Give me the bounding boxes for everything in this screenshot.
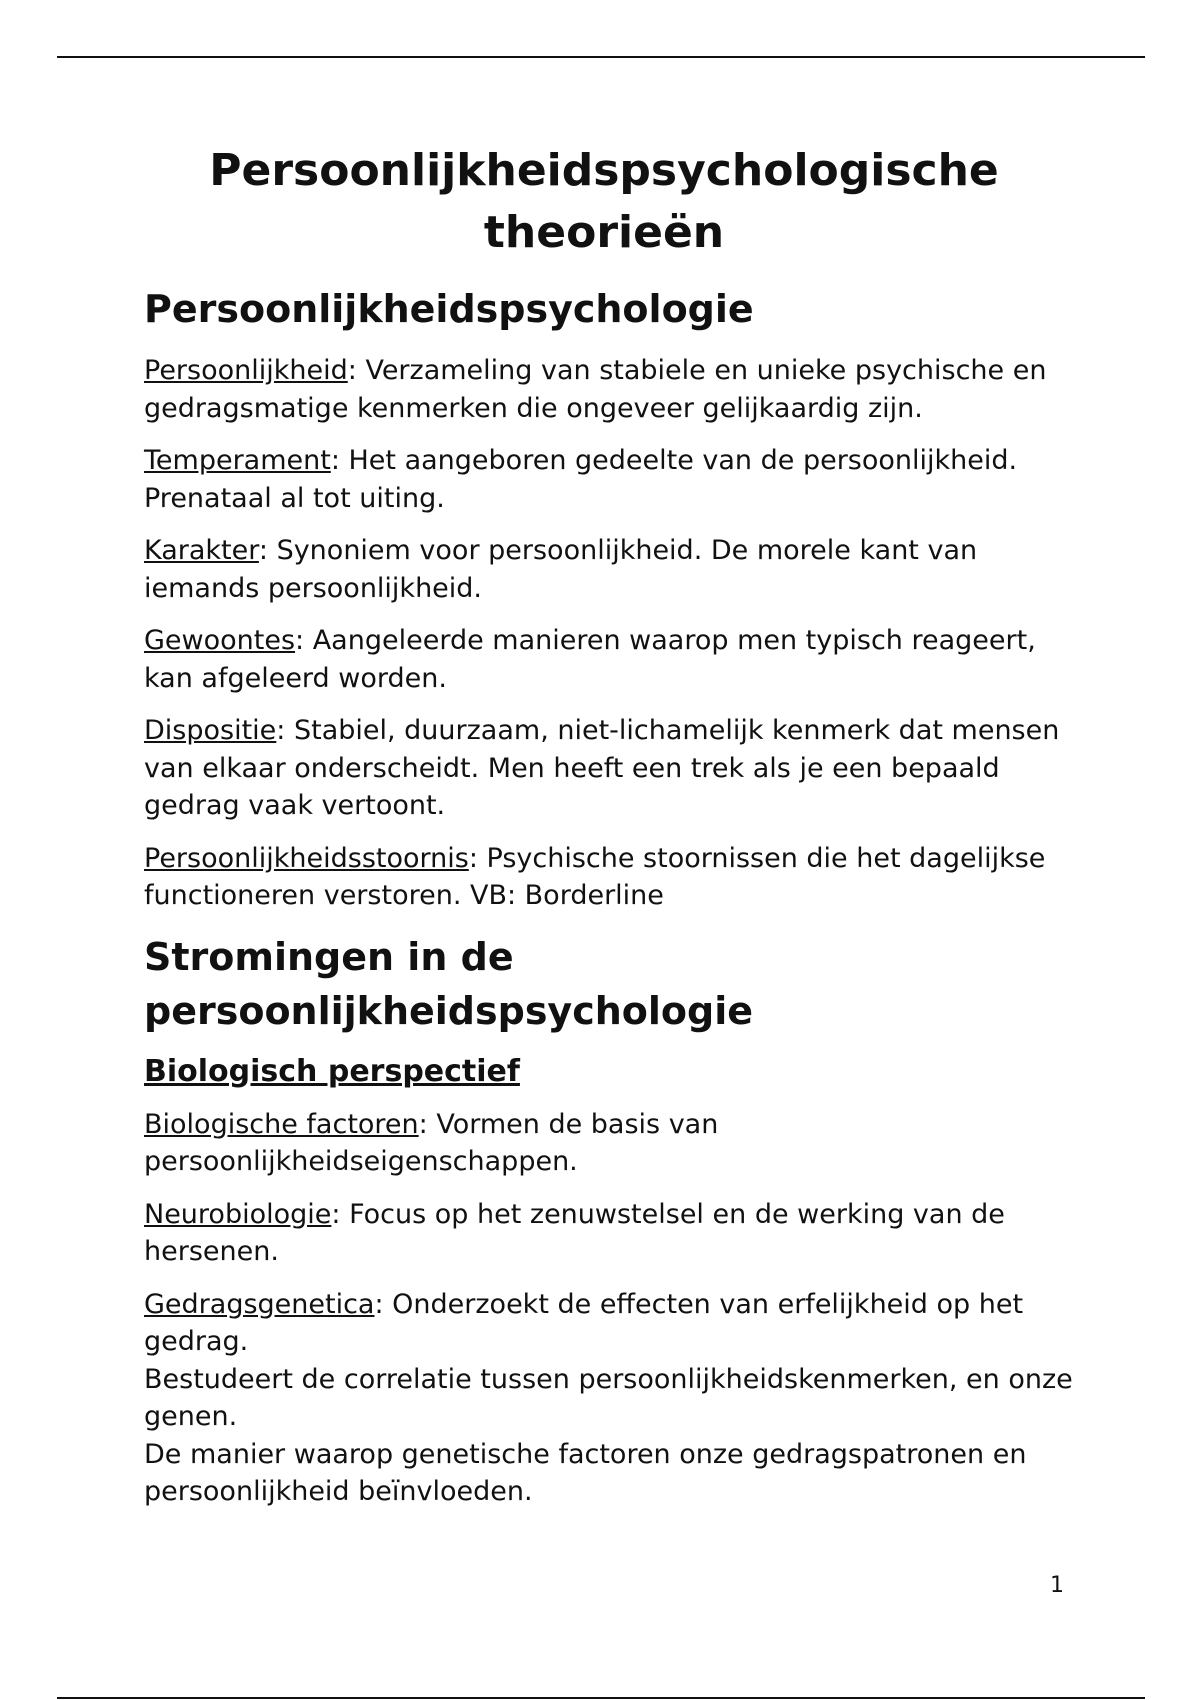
- definition-temperament: [144, 442, 1074, 517]
- definition-term: Karakter: [144, 535, 259, 566]
- definition-term: Temperament: [144, 445, 331, 476]
- definition-term: Persoonlijkheid: [144, 355, 348, 386]
- definition-term: Gewoontes: [144, 625, 296, 656]
- definition-term: Biologische factoren: [144, 1108, 419, 1140]
- document-title: Persoonlijkheidspsychologische theorieën: [209, 145, 999, 258]
- section-heading-stromingen: Stromingen in de persoonlijkheidspsychologie: [144, 934, 754, 1033]
- definition-persoonlijkheidsstoornis: [144, 840, 1074, 915]
- definition-text: : Vormen de basis van persoonlijkheidseigenschappen.: [144, 1108, 719, 1177]
- section-heading-persoonlijkheidspsychologie: Persoonlijkheidspsychologie: [144, 287, 754, 331]
- subsection-heading-biologisch-perspectief: Biologisch perspectief: [144, 1053, 520, 1089]
- definition-neurobiologie: [144, 1196, 1074, 1271]
- page-content: [144, 140, 1074, 1526]
- definition-term: Neurobiologie: [144, 1198, 332, 1230]
- definition-text: : Het aangeboren gedeelte van de persoonlijkheid. Prenataal al tot uiting.: [144, 445, 1018, 514]
- definition-gewoontes: [144, 622, 1074, 697]
- definition-biologische-factoren: [144, 1106, 1074, 1181]
- definition-text: : Onderzoekt de effecten van erfelijkheid op het gedrag.: [144, 1288, 1024, 1357]
- definition-text: : Stabiel, duurzaam, niet-lichamelijk kenmerk dat mensen van elkaar onderscheidt. Men heeft een trek als je een bepaald gedrag vaak vertoont.: [144, 715, 1060, 821]
- definition-text: : Verzameling van stabiele en unieke psychische en gedragsmatige kenmerken die ongeveer gelijkaardig zijn.: [144, 355, 1047, 424]
- definition-persoonlijkheid: [144, 352, 1074, 427]
- definition-karakter: [144, 532, 1074, 607]
- definition-gedragsgenetica: [144, 1286, 1074, 1511]
- definition-extra-line: Bestudeert de correlatie tussen persoonlijkheidskenmerken, en onze genen.: [144, 1363, 1073, 1432]
- page-bottom-rule: [57, 1697, 1145, 1699]
- definition-text: : Synoniem voor persoonlijkheid. De morele kant van iemands persoonlijkheid.: [144, 535, 978, 604]
- definition-extra-line: De manier waarop genetische factoren onze gedragspatronen en persoonlijkheid beïnvloeden.: [144, 1438, 1027, 1507]
- page-number: 1: [1050, 1573, 1064, 1598]
- definition-term: Dispositie: [144, 715, 277, 746]
- definition-text: : Aangeleerde manieren waarop men typisch reageert, kan afgeleerd worden.: [144, 625, 1036, 694]
- definition-term: Persoonlijkheidsstoornis: [144, 842, 469, 874]
- definition-term: Gedragsgenetica: [144, 1288, 375, 1320]
- definition-text: : Focus op het zenuwstelsel en de werking van de hersenen.: [144, 1198, 1005, 1267]
- page-top-rule: [57, 56, 1145, 58]
- definition-dispositie: [144, 712, 1074, 825]
- definition-text: : Psychische stoornissen die het dagelijkse functioneren verstoren. VB: Borderline: [144, 842, 1046, 911]
